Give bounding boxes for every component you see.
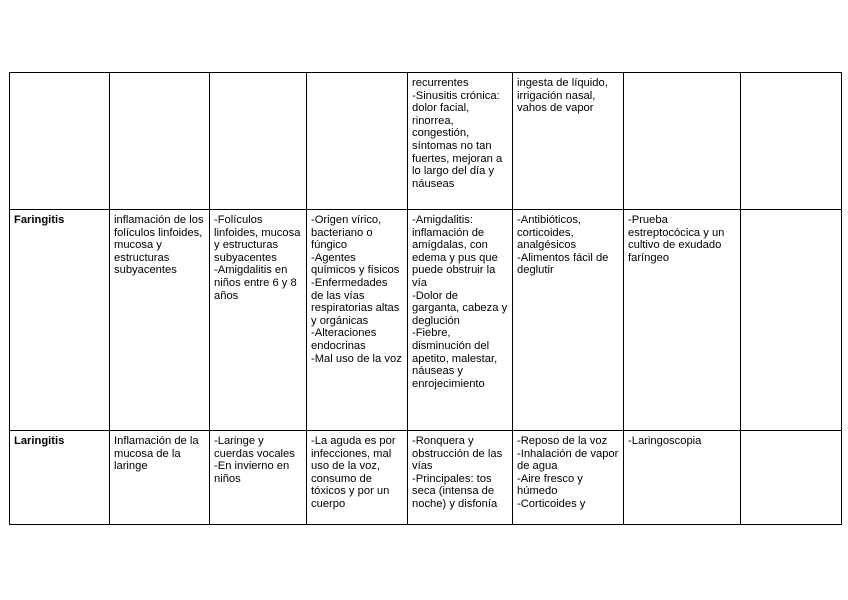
location-cell: [210, 73, 307, 210]
diagnosis-cell: [624, 73, 741, 210]
extra-cell: [741, 431, 842, 525]
extra-cell: [741, 210, 842, 431]
definition-cell: inflamación de los folículos linfoides, mucosa y estructuras subyacentes: [110, 210, 210, 431]
diagnosis-cell: -Laringoscopia: [624, 431, 741, 525]
symptoms-cell: -Amigdalitis: inflamación de amígdalas, con edema y pus que puede obstruir la vía -Dolor de garganta, cabeza y deglución -Fiebre, disminución del apetito, malestar, náuseas y enrojecimiento: [408, 210, 513, 431]
disease-name-cell: Laringitis: [10, 431, 110, 525]
table-row-sinusitis-continued: [10, 73, 842, 210]
treatment-cell: -Antibióticos, corticoides, analgésicos -Alimentos fácil de deglutir: [513, 210, 624, 431]
disease-table: [9, 72, 842, 525]
causes-cell: -La aguda es por infecciones, mal uso de la voz, consumo de tóxicos y por un cuerpo: [307, 431, 408, 525]
disease-name-cell: [10, 73, 110, 210]
table-row-faringitis: [10, 210, 842, 431]
definition-cell: [110, 73, 210, 210]
disease-name-cell: Faringitis: [10, 210, 110, 431]
symptoms-cell: recurrentes -Sinusitis crónica: dolor facial, rinorrea, congestión, síntomas no tan fuertes, mejoran a lo largo del día y náuseas: [408, 73, 513, 210]
causes-cell: -Origen vírico, bacteriano o fúngico -Agentes químicos y físicos -Enfermedades de las vías respiratorias altas y orgánicas -Alteraciones endocrinas -Mal uso de la voz: [307, 210, 408, 431]
table-row-laringitis: [10, 431, 842, 525]
definition-cell: Inflamación de la mucosa de la laringe: [110, 431, 210, 525]
symptoms-cell: -Ronquera y obstrucción de las vías -Principales: tos seca (intensa de noche) y disfonía: [408, 431, 513, 525]
diagnosis-cell: -Prueba estreptocócica y un cultivo de exudado faríngeo: [624, 210, 741, 431]
location-cell: -Laringe y cuerdas vocales -En invierno en niños: [210, 431, 307, 525]
treatment-cell: -Reposo de la voz -Inhalación de vapor de agua -Aire fresco y húmedo -Corticoides y: [513, 431, 624, 525]
extra-cell: [741, 73, 842, 210]
treatment-cell: ingesta de líquido, irrigación nasal, vahos de vapor: [513, 73, 624, 210]
causes-cell: [307, 73, 408, 210]
location-cell: -Folículos linfoides, mucosa y estructuras subyacentes -Amigdalitis en niños entre 6 y 8 años: [210, 210, 307, 431]
